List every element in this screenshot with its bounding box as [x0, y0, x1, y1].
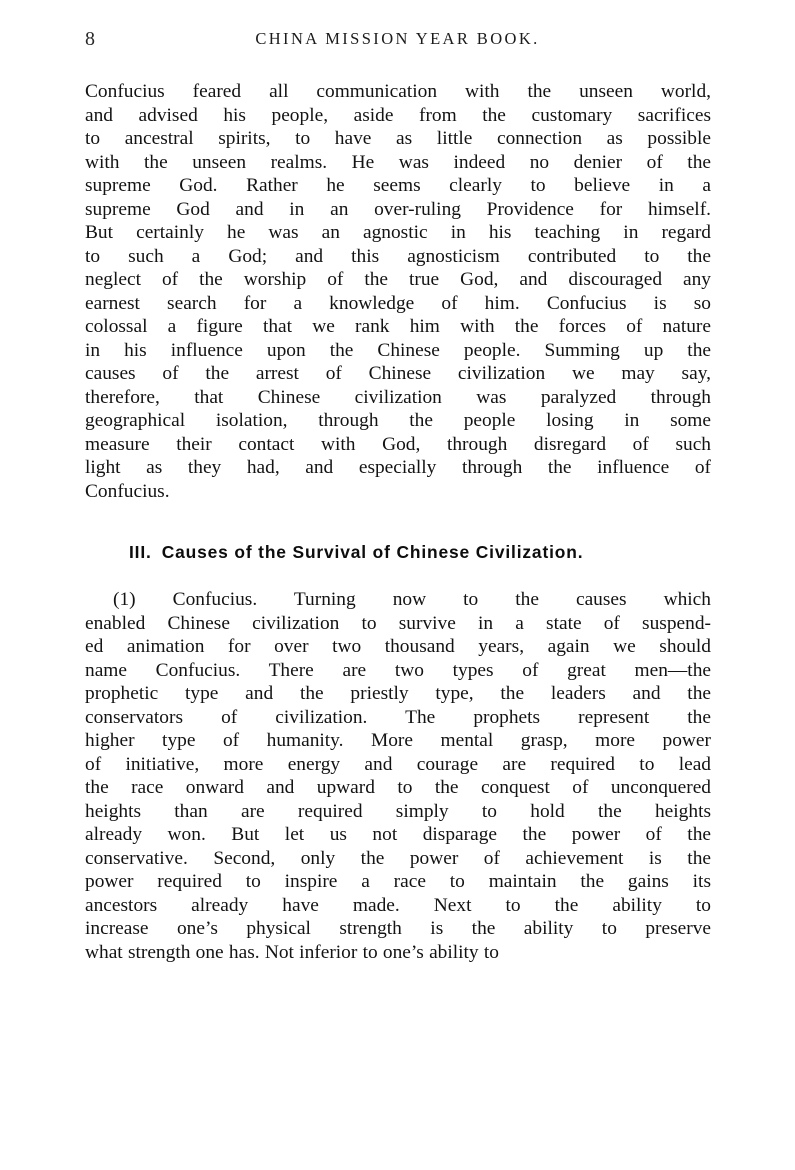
text-line: increase one’s physical strength is the ability to preserve	[85, 918, 711, 939]
text-line: (1) Confucius. Turning now to the causes which	[113, 589, 711, 610]
paragraph-two	[85, 588, 711, 964]
text-line: with the unseen realms. He was indeed no denier of the	[85, 151, 711, 173]
text-line: ancestors already have made. Next to the ability to	[85, 894, 711, 916]
text-line: conservators of civilization. The prophets represent the	[85, 706, 711, 728]
paragraph-one-wrapper	[85, 80, 711, 503]
text-line: causes of the arrest of Chinese civilization we may say,	[85, 363, 711, 384]
text-line: what strength one has. Not inferior to one’s ability to	[85, 941, 499, 963]
section-heading	[85, 540, 711, 564]
section-heading-title: Causes of the Survival of Chinese Civilization.	[161, 542, 584, 562]
text-line: the race onward and upward to the conquest of unconquered	[85, 777, 711, 798]
page-number: 8	[85, 28, 95, 50]
text-line: But certainly he was an agnostic in his teaching in regard	[85, 222, 711, 243]
text-line: of initiative, more energy and courage are required to lead	[85, 753, 711, 775]
running-head	[85, 26, 710, 52]
paragraph-two-wrapper	[85, 588, 711, 964]
text-line: colossal a figure that we rank him with the forces of nature	[85, 316, 711, 337]
text-line: prophetic type and the priestly type, the leaders and the	[85, 683, 711, 704]
text-line: Confucius feared all communication with the unseen world,	[85, 81, 711, 102]
text-line: Confucius.	[85, 480, 170, 502]
text-line: higher type of humanity. More mental grasp, more power	[85, 730, 711, 751]
text-line: supreme God. Rather he seems clearly to believe in a	[85, 175, 711, 196]
text-line: geographical isolation, through the people losing in some	[85, 410, 711, 431]
text-line: neglect of the worship of the true God, and discouraged any	[85, 269, 711, 290]
running-head-title: CHINA MISSION YEAR BOOK.	[255, 29, 540, 48]
text-line: name Confucius. There are two types of great men—the	[85, 659, 711, 681]
text-line: ed animation for over two thousand years, again we should	[85, 636, 711, 657]
text-line: in his influence upon the Chinese people. Summing up the	[85, 339, 711, 361]
paragraph-one	[85, 80, 711, 503]
text-line: to ancestral spirits, to have as little connection as possible	[85, 128, 711, 149]
section-heading-numeral: III.	[129, 542, 152, 562]
text-line: already won. But let us not disparage the power of the	[85, 824, 711, 845]
text-line: conservative. Second, only the power of achievement is the	[85, 847, 711, 869]
text-line: measure their contact with God, through disregard of such	[85, 433, 711, 455]
text-line: light as they had, and especially through the influence of	[85, 457, 711, 478]
text-line: to such a God; and this agnosticism contributed to the	[85, 245, 711, 267]
text-line: power required to inspire a race to maintain the gains its	[85, 871, 711, 892]
text-line: supreme God and in an over-ruling Providence for himself.	[85, 198, 711, 220]
text-line: heights than are required simply to hold the heights	[85, 800, 711, 822]
text-line: therefore, that Chinese civilization was paralyzed through	[85, 386, 711, 408]
text-line: enabled Chinese civilization to survive in a state of suspend-	[85, 612, 711, 634]
text-line: and advised his people, aside from the customary sacrifices	[85, 104, 711, 126]
text-line: earnest search for a knowledge of him. Confucius is so	[85, 292, 711, 314]
